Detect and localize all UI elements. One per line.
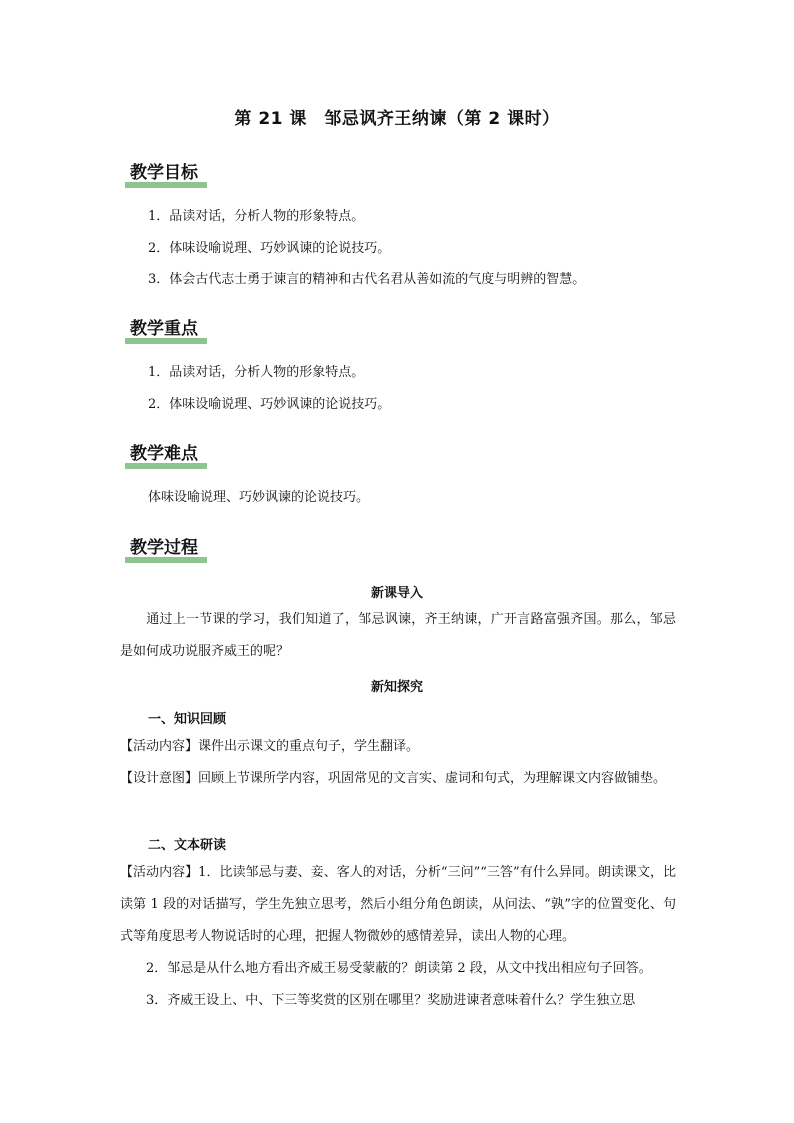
lesson-title: 第 21 课 邹忌讽齐王纳谏（第 2 课时）	[234, 109, 560, 129]
difficulty-text: 体味设喻说理、巧妙讽谏的论说技巧。	[148, 490, 370, 505]
part1-activity: 【活动内容】课件出示课文的重点句子，学生翻译。	[120, 739, 420, 754]
key-point-item: 2．体味设喻说理、巧妙讽谏的论说技巧。	[148, 397, 391, 412]
section-heading-difficulties: 教学难点	[128, 443, 201, 465]
explore-heading: 新知探究	[370, 680, 423, 695]
goal-item: 3．体会古代志士勇于谏言的精神和古代名君从善如流的气度与明辨的智慧。	[148, 272, 586, 287]
goal-item: 1．品读对话，分析人物的形象特点。	[148, 209, 365, 224]
part2-question-3: 3．齐威王设上、中、下三等奖赏的区别在哪里？奖励进谏者意味着什么？学生独立思	[146, 993, 636, 1008]
part1-heading: 一、知识回顾	[148, 712, 227, 727]
goal-item: 2．体味设喻说理、巧妙讽谏的论说技巧。	[148, 241, 391, 256]
section-heading-key-points: 教学重点	[128, 318, 201, 340]
section-heading-goals: 教学目标	[128, 162, 201, 184]
section-heading-process: 教学过程	[128, 537, 201, 559]
part2-heading: 二、文本研读	[148, 838, 227, 853]
intro-paragraph: 通过上一节课的学习，我们知道了，邹忌讽谏，齐王纳谏，广开言路富强齐国。那么，邹忌是如何成功说服齐威王的呢？	[120, 612, 676, 659]
key-point-item: 1．品读对话，分析人物的形象特点。	[148, 365, 365, 380]
part2-question-2: 2．邹忌是从什么地方看出齐威王易受蒙蔽的？朗读第 2 段，从文中找出相应句子回答。	[146, 961, 652, 976]
intro-heading: 新课导入	[370, 586, 423, 601]
part2-activity: 【活动内容】1．比读邹忌与妻、妾、客人的对话，分析“三问”“三答”有什么异同。朗读课文，比读第 1 段的对话描写，学生先独立思考，然后小组分角色朗读，从问法、“孰”字的位置变化、句式等角度思考人物说话时的心理，把握人物微妙的感情差异，读出人物的心理。	[120, 865, 676, 944]
part1-design: 【设计意图】回顾上节课所学内容，巩固常见的文言实、虚词和句式，为理解课文内容做铺垫。	[120, 771, 667, 786]
